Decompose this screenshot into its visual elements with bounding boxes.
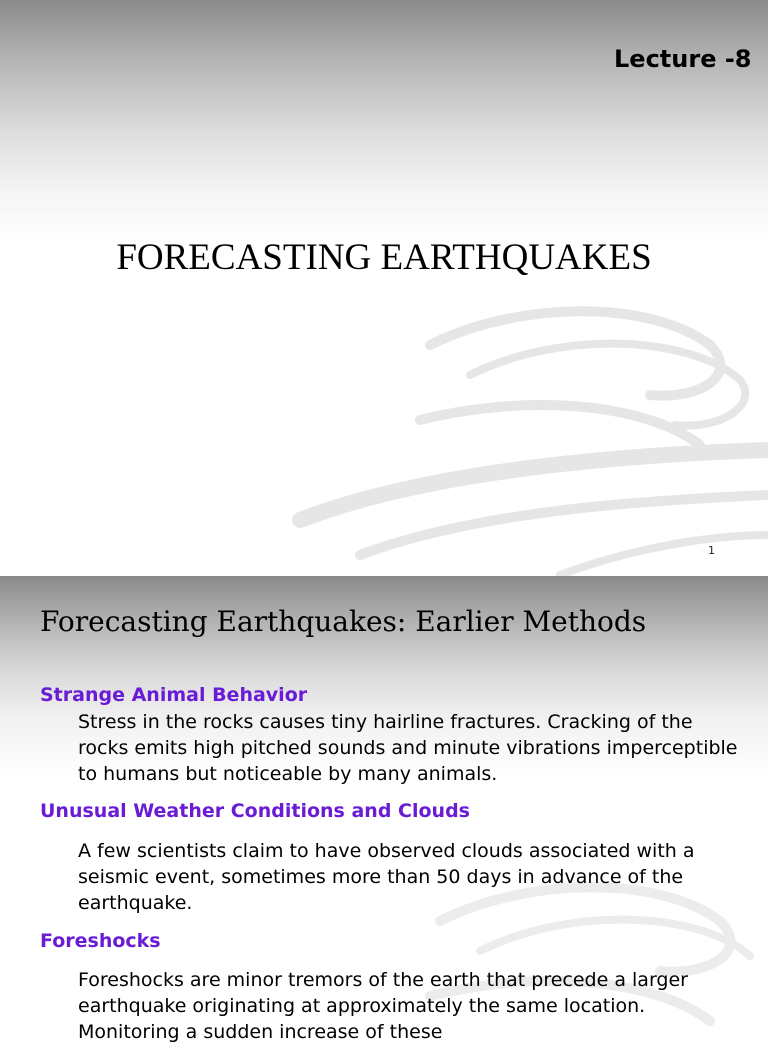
- section-body-weather-clouds: A few scientists claim to have observed clouds associated with a seismic event, sometimes more than 50 days in advance of the earthquake.: [78, 840, 695, 914]
- page-number: 1: [708, 544, 715, 557]
- slide-title: FORECASTING EARTHQUAKES: [116, 237, 652, 278]
- slide-heading: Forecasting Earthquakes: Earlier Methods: [40, 605, 647, 638]
- section-heading-weather-clouds: Unusual Weather Conditions and Clouds: [40, 800, 470, 822]
- section-body-foreshocks: Foreshocks are minor tremors of the earth that precede a larger earthquake originating at approximately the same location. Monitoring a sudden increase of these: [78, 969, 688, 1043]
- content-slide: [0, 576, 768, 1043]
- section-body-animal-behavior: Stress in the rocks causes tiny hairline fractures. Cracking of the rocks emits high pitched sounds and minute vibrations imperceptible to humans but noticeable by many animals.: [78, 711, 738, 785]
- section-heading-animal-behavior: Strange Animal Behavior: [40, 684, 308, 706]
- section-heading-foreshocks: Foreshocks: [40, 930, 161, 952]
- lecture-label: Lecture -8: [614, 45, 752, 73]
